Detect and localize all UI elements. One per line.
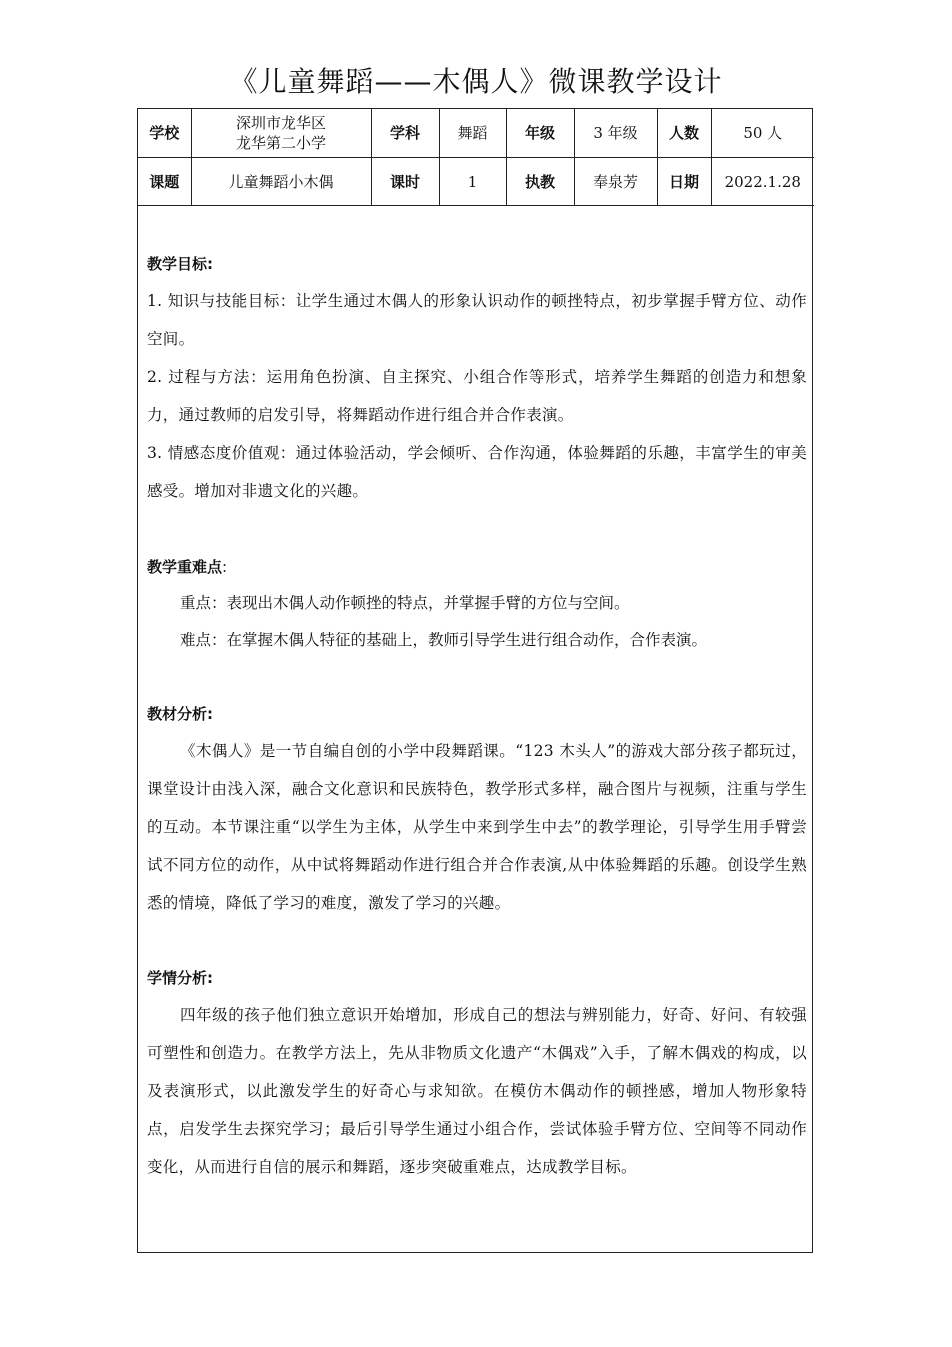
students-heading: 学情分析: (147, 969, 213, 987)
key-point-difficulty: 难点：在掌握木偶人特征的基础上，教师引导学生进行组合动作，合作表演。 (180, 631, 708, 649)
teacher-label: 执教 (506, 158, 574, 206)
school-value-line2: 龙华第二小学 (235, 134, 326, 152)
lesson-plan-frame (137, 108, 813, 1253)
material-heading: 教材分析: (147, 705, 213, 723)
key-points-heading-text: 教学重难点 (147, 558, 223, 576)
topic-label: 课题 (138, 158, 191, 206)
spacer (147, 922, 807, 960)
key-point-focus: 重点：表现出木偶人动作顿挫的特点，并掌握手臂的方位与空间。 (180, 594, 630, 612)
school-value-line1: 深圳市龙华区 (235, 114, 326, 132)
subject-value: 舞蹈 (439, 109, 506, 158)
date-label: 日期 (657, 158, 711, 206)
objectives-heading: 教学目标: (147, 255, 213, 273)
school-label: 学校 (138, 109, 191, 158)
topic-value: 儿童舞蹈小木偶 (191, 158, 371, 206)
objective-item-1: 1. 知识与技能目标：让学生通过木偶人的形象认识动作的顿挫特点，初步掌握手臂方位、动作空间。 (147, 292, 807, 348)
material-text: 《木偶人》是一节自编自创的小学中段舞蹈课。“123 木头人”的游戏大部分孩子都玩过，课堂设计由浅入深，融合文化意识和民族特色，教学形式多样，融合图片与视频，注重与学生的互动。本节课注重“以学生为主体，从学生中来到学生中去”的教学理论，引导学生用手臂尝试不同方位的动作，从中试将舞蹈动作进行组合并合作表演,从中体验舞蹈的乐趣。创设学生熟悉的情境，降低了学习的难度，激发了学习的兴趣。 (147, 742, 807, 912)
teacher-value: 奉泉芳 (574, 158, 657, 206)
spacer (147, 510, 807, 549)
objective-item-3: 3. 情感态度价值观：通过体验活动，学会倾听、合作沟通，体验舞蹈的乐趣，丰富学生的审美感受。增加对非遗文化的兴趣。 (147, 444, 807, 500)
count-value: 50 人 (711, 109, 814, 158)
hours-value: 1 (439, 158, 506, 206)
key-points-heading (147, 549, 807, 585)
key-points-heading-colon: : (222, 558, 228, 576)
document-title: 《儿童舞蹈——木偶人》微课教学设计 (229, 65, 723, 98)
students-text: 四年级的孩子他们独立意识开始增加，形成自己的想法与辨别能力，好奇、好问、有较强可塑性和创造力。在教学方法上，先从非物质文化遗产“木偶戏”入手，了解木偶戏的构成，以及表演形式，以此激发学生的好奇心与求知欲。在模仿木偶动作的顿挫感，增加人物形象特点，启发学生去探究学习；最后引导学生通过小组合作，尝试体验手臂方位、空间等不同动作变化，从而进行自信的展示和舞蹈，逐步突破重难点，达成教学目标。 (147, 1006, 807, 1176)
lesson-content (147, 206, 807, 1186)
date-value: 2022.1.28 (711, 158, 814, 206)
school-value (191, 109, 371, 158)
spacer (147, 659, 807, 696)
course-info-table (138, 109, 814, 206)
grade-value: 3 年级 (574, 109, 657, 158)
hours-label: 课时 (371, 158, 439, 206)
count-label: 人数 (657, 109, 711, 158)
spacer (147, 206, 807, 246)
subject-label: 学科 (371, 109, 439, 158)
info-row-1 (138, 109, 814, 158)
grade-label: 年级 (506, 109, 574, 158)
info-row-2 (138, 158, 814, 206)
objective-item-2: 2. 过程与方法：运用角色扮演、自主探究、小组合作等形式，培养学生舞蹈的创造力和想象力，通过教师的启发引导，将舞蹈动作进行组合并合作表演。 (147, 368, 807, 424)
